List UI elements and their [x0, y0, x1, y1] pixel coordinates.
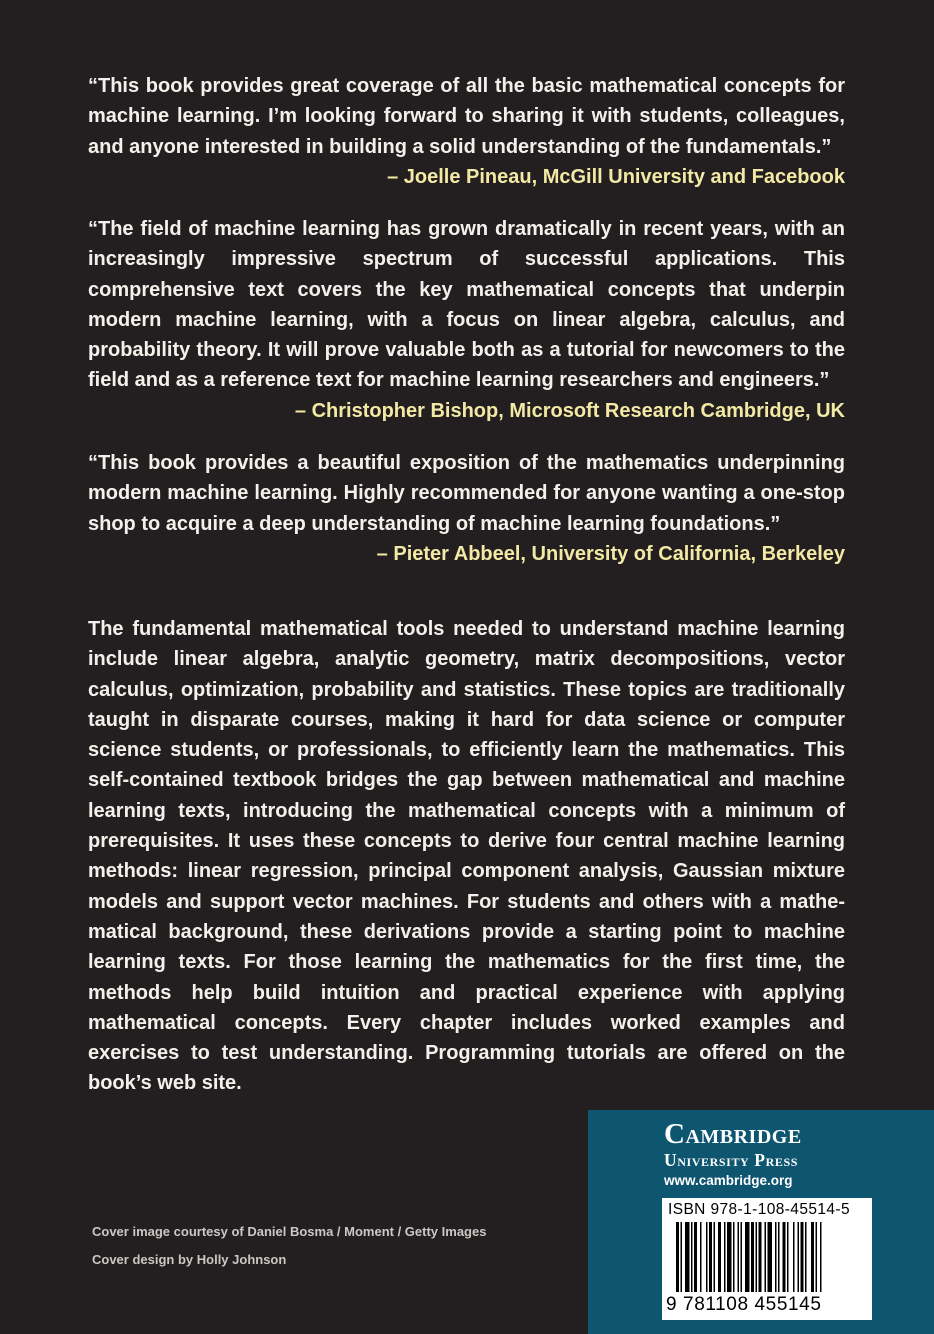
barcode-bar — [694, 1222, 697, 1292]
endorsement-quote: “This book provides a beautiful exposition of the mathematics underpinning modern machine learning. Highly recommended for anyone wanting a one-stop shop to acquire a deep understanding of machine learning foundations.” — [88, 452, 845, 535]
endorsement-2 — [88, 214, 845, 426]
barcode-bar — [706, 1222, 708, 1292]
endorsement-quote: “The field of machine learning has grown dramatically in recent years, with an increasingly impressive spectrum of successful applications. This comprehensive text covers the key mathematical concepts that underpin modern machine learning, with a focus on linear algebra, calculus, and probability theory. It will prove valuable both as a tutorial for newcomers to the field and as a reference text for machine learning researchers and engineers.” — [88, 218, 845, 392]
endorsement-attribution: – Christopher Bishop, Microsoft Research Cambridge, UK — [294, 399, 845, 422]
barcode-bar — [685, 1222, 690, 1292]
barcode-bar — [820, 1222, 822, 1292]
publisher-box — [588, 1110, 934, 1334]
barcode-bar — [676, 1222, 679, 1292]
barcode-bar — [778, 1222, 780, 1292]
barcode-bar — [718, 1222, 721, 1292]
endorsement-quote: “This book provides great coverage of all the basic mathematical concepts for machine learning. I’m looking forward to sharing it with students, colleagues, and anyone interested in building a solid understanding of the fundamentals.” — [88, 75, 845, 158]
barcode-bar — [709, 1222, 712, 1292]
book-description — [88, 614, 845, 1099]
publisher-name: Cambridge — [664, 1118, 802, 1150]
barcode-bar — [714, 1222, 716, 1292]
cover-credits — [92, 1218, 486, 1274]
barcode-icon — [666, 1222, 868, 1294]
cover-image-credit: Cover image courtesy of Daniel Bosma / Moment / Getty Images — [92, 1224, 487, 1239]
endorsement-attribution: – Joelle Pineau, McGill University and Facebook — [387, 165, 845, 188]
barcode-bar — [756, 1222, 758, 1292]
barcode-bar — [681, 1222, 683, 1292]
barcode-area — [662, 1198, 872, 1320]
barcode-bar — [759, 1222, 762, 1292]
barcode-bar — [727, 1222, 732, 1292]
barcode-digits: 9 781108 455145 — [666, 1294, 822, 1315]
publisher-url: www.cambridge.org — [664, 1173, 793, 1188]
description-text: The fundamental mathematical tools needed to understand machine learning include linear algebra, analytic geometry, matrix decompositions, vector calculus, optimization, probability and statistics. These topics are traditionally taught in disparate courses, making it hard for data science or computer science students, or professionals, to efficiently learn the mathematics. This self-contained textbook bridges the gap between mathematical and machine learning texts, introducing the mathematical concepts with a minimum of prerequisites. It uses these concepts to derive four central machine learning methods: linear regression, principal component analysis, Gaussian mixture models and support vector machines. For students and others with a mathematical background, these derivations provide a starting point to machine learning texts. For those learning the mathematics for the first time, the methods help build intuition and practical experience with applying mathematical concepts. Every chapter includes worked examples and exercises to test understanding. Programming tutorials are offered on the book’s web site. — [88, 618, 845, 1095]
barcode-bar — [798, 1222, 800, 1292]
barcode-bar — [733, 1222, 735, 1292]
barcode-bar — [816, 1222, 818, 1292]
isbn-text: ISBN 978-1-108-45514-5 — [668, 1201, 850, 1218]
barcode-bar — [724, 1222, 726, 1292]
endorsement-1 — [88, 71, 845, 192]
barcode-bar — [765, 1222, 767, 1292]
barcode-bar — [691, 1222, 693, 1292]
barcode-bar — [775, 1222, 777, 1292]
endorsement-3 — [88, 448, 845, 569]
barcode-bar — [738, 1222, 740, 1292]
barcode-bar — [741, 1222, 743, 1292]
barcode-bar — [745, 1222, 750, 1292]
barcode-bar — [811, 1222, 814, 1292]
barcode-bar — [805, 1222, 807, 1292]
endorsement-attribution: – Pieter Abbeel, University of California, Berkeley — [376, 542, 845, 565]
barcode-bar — [751, 1222, 754, 1292]
barcode-bar — [801, 1222, 804, 1292]
barcode-bar — [793, 1222, 795, 1292]
barcode-bar — [783, 1222, 786, 1292]
barcode-bar — [768, 1222, 773, 1292]
barcode-bar — [787, 1222, 789, 1292]
barcode-bar — [700, 1222, 702, 1292]
cover-design-credit: Cover design by Holly Johnson — [92, 1252, 287, 1267]
publisher-subtitle: University Press — [664, 1150, 799, 1170]
